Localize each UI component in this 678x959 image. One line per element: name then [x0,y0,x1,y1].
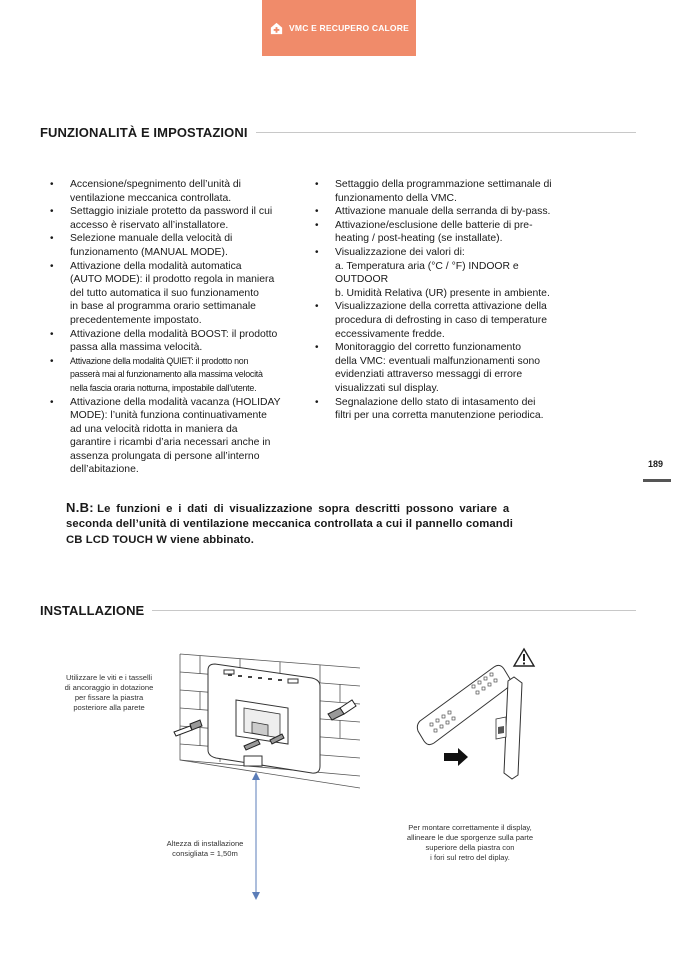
display-mounting-illustration [410,645,560,790]
feature-item-line: • Visualizzazione della corretta attivazione della [335,301,547,313]
features-list-left [70,178,310,477]
feature-item-line: precedentemente impostato. [70,314,202,326]
caption-line: posteriore alla parete [73,703,145,712]
feature-item-line: accesso è riservato all’installatore. [70,219,229,231]
page-number-bar [643,479,671,482]
feature-item [70,232,310,259]
feature-item-line: • Visualizzazione dei valori di: [335,246,465,258]
feature-item [335,219,575,246]
feature-item-line: filtri per una corretta manutenzione periodica. [335,410,544,422]
feature-item-line: assenza prolungata di persone all’interno [70,450,260,462]
section-heading-features [40,125,636,140]
wall-mounting-illustration [160,648,360,908]
feature-item-line: heating / post-heating (se installate). [335,233,503,245]
caption-line: Altezza di installazione [166,839,244,848]
caption-line: superiore della piastra con [425,843,515,852]
feature-item-line: procedura di defrosting in caso di temperature [335,314,547,326]
feature-item-line: • Attivazione della modalità automatica [70,260,242,272]
feature-item-line: OUTDOOR [335,274,389,286]
feature-item [70,355,310,396]
caption-line: Utilizzare le viti e i tasselli [65,673,153,682]
feature-item-line: • Attivazione manuale della serranda di by-pass. [335,206,551,218]
category-tab [262,0,416,56]
feature-item-line: funzionamento (MANUAL MODE). [70,246,228,258]
feature-item-line: evidenziati attraverso messaggi di errore [335,369,523,381]
page-number: 189 [648,459,664,469]
feature-item-line: nella fascia oraria notturna, impostabile dall’utente. [70,382,257,393]
feature-item-line: • Attivazione della modalità vacanza (HOLIDAY [70,396,281,408]
feature-item [70,260,310,328]
feature-item-line: • Monitoraggio del corretto funzionamento [335,342,521,354]
note-line: Le funzioni e i dati di visualizzazione sopra descritti possono variare a [97,503,510,515]
feature-item-line: eccessivamente fredde. [335,328,445,340]
feature-item [335,396,575,423]
feature-item [70,205,310,232]
feature-item-line: • Attivazione della modalità BOOST: il prodotto [70,328,278,340]
caption-line: per fissare la piastra [74,693,144,702]
feature-item-line: b. Umidità Relativa (UR) presente in ambiente. [335,287,550,299]
feature-item [335,205,575,219]
feature-item [70,396,310,478]
note-line: seconda dell’unità di ventilazione meccanica controllata a cui il pannello comandi [66,518,514,531]
feature-item-line: dell’abitazione. [70,464,139,476]
feature-item-line: • Segnalazione dello stato di intasamento dei [335,396,536,408]
feature-item-line: • Settaggio della programmazione settimanale di [335,179,552,190]
feature-item [335,178,575,205]
feature-item-line: a. Temperatura aria (°C / °F) INDOOR e [335,260,519,272]
warning-triangle-icon [514,649,534,666]
caption-line: allineare le due sporgenze sulla parte [406,833,534,842]
feature-item-line: della VMC: eventuali malfunzionamenti sono [335,355,541,367]
feature-item-line: ad una velocità ridotta in maniera da [70,423,238,435]
section-heading-installation [40,603,636,618]
feature-item [70,178,310,205]
heading-rule [256,132,636,133]
note-line: CB LCD TOUCH W viene abbinato. [66,533,254,546]
feature-item-line: visualizzati sul display. [335,382,439,394]
feature-item-line: funzionamento della VMC. [335,192,457,204]
features-list-right [335,178,575,423]
feature-item-line: • Settaggio iniziale protetto da password il cui [70,206,273,218]
feature-item-line: in base al programma orario settimanale [70,301,256,313]
feature-item-line: ventilazione meccanica controllata. [70,192,232,204]
feature-item-line: • Attivazione/esclusione delle batterie di pre- [335,219,533,231]
feature-item-line: • Selezione manuale della velocità di [70,233,233,245]
note-paragraph [66,500,554,548]
note-label: N.B: [66,500,94,515]
feature-item-line: passa alla massima velocità. [70,342,203,354]
caption-display [385,823,555,863]
feature-item-line: MODE): l’unità funziona continuativamente [70,410,267,422]
feature-item [335,300,575,341]
caption-line: di ancoraggio in dotazione [64,683,154,692]
feature-item [70,328,310,355]
category-tab-label: VMC E RECUPERO CALORE [289,23,409,33]
feature-item [335,246,575,300]
feature-item-line: • Attivazione della modalità QUIET: il prodotto non [70,355,249,366]
feature-item-line: • Accensione/spegnimento dell’unità di [70,179,241,190]
caption-screws [50,673,168,713]
caption-line: consigliata = 1,50m [172,849,238,858]
section-title: INSTALLAZIONE [40,603,145,618]
caption-line: i fori sul retro del diplay. [430,853,510,862]
house-plus-icon [269,21,284,36]
feature-item-line: del tutto automatica il suo funzionamento [70,287,259,299]
heading-rule [152,610,636,611]
feature-item-line: (AUTO MODE): il prodotto regola in maniera [70,274,275,286]
caption-height [150,839,260,859]
feature-item [335,341,575,395]
feature-item-line: passerà mai al funzionamento alla massima velocità [70,369,263,380]
caption-line: Per montare correttamente il display, [408,823,532,832]
section-title: FUNZIONALITÀ E IMPOSTAZIONI [40,125,248,140]
feature-item-line: garantire i ricambi d’aria necessari anche in [70,437,271,449]
